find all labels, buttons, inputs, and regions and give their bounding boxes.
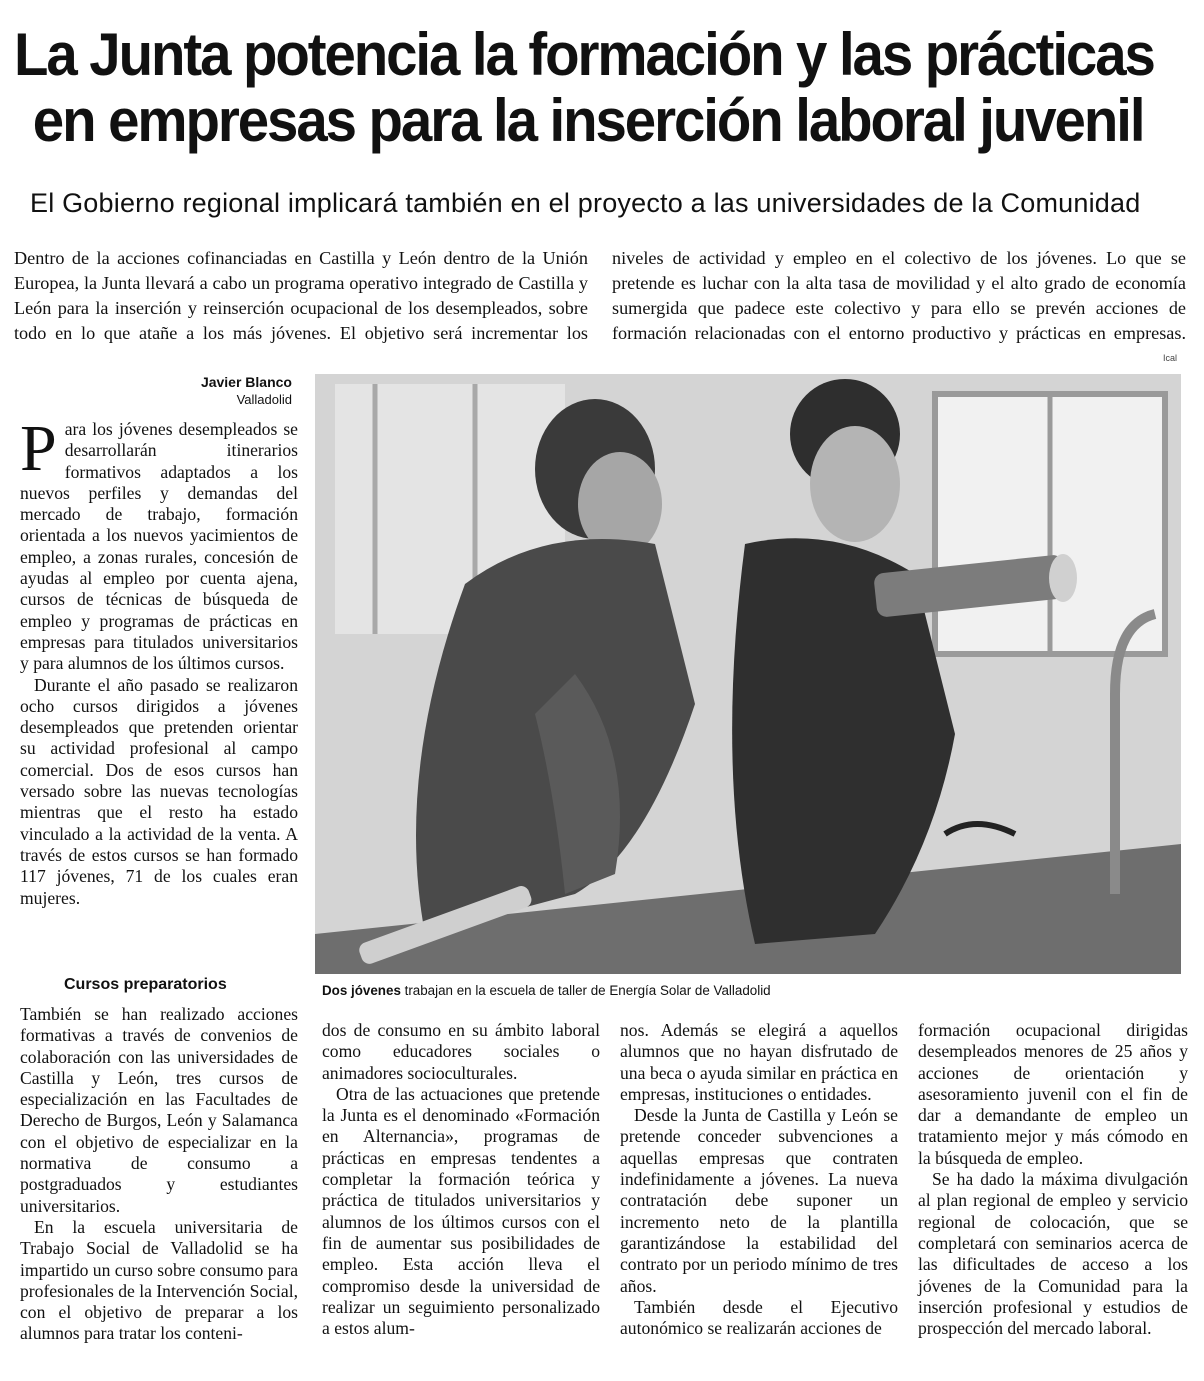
headline-line-2: en empresas para la inserción laboral juvenil (32, 87, 1144, 154)
body-paragraph: Se ha dado la máxima divulgación al plan regional de empleo y servicio regional de colocación, que se completará con seminarios acerca de las dificultades de acceso a los jóvenes de la Comunidad para la inserción profesional y estudios de prospección del mercado laboral. (918, 1169, 1188, 1339)
subheadline: El Gobierno regional implicará también en el proyecto a las universidades de la Comunidad (30, 188, 1141, 218)
dropcap: P (20, 412, 57, 485)
intro-left-column: Dentro de la acciones cofinanciadas en Castilla y León dentro de la Unión Europea, la Junta llevará a cabo un programa operativo integrado de Castilla y León para la inserción y reinserción ocupacional de los desempleados, sobre todo en lo que atañe a los más jóvenes. El objetivo será incrementar los (14, 248, 588, 343)
photo-caption (322, 983, 1192, 998)
caption-text: trabajan en la escuela de taller de Energía Solar de Valladolid (400, 983, 771, 998)
headline-line-1: La Junta potencia la formación y las prácticas (14, 21, 1154, 88)
intro-right-column: niveles de actividad y empleo en el colectivo de los jóvenes. Lo que se pretende es luchar con la alta tasa de movilidad y el alto grado de economía sumergida que padece este colectivo y para ello se prevén acciones de formación relacionadas con el entorno productivo y prácticas en empresas. (612, 248, 1186, 343)
body-paragraph: También se han realizado acciones formativas a través de convenios de colaboración con las universidades de Castilla y León, tres cursos de especialización en las Facultades de Derecho de Burgos, León y Salamanca con el objetivo de especializar en la normativa de consumo a postgraduados y estudiantes universitarios. (20, 1004, 298, 1216)
body-column-4 (918, 1020, 1188, 1339)
body-paragraph: Durante el año pasado se realizaron ocho cursos dirigidos a jóvenes desempleados que pretenden orientar su actividad profesional al campo comercial. Dos de esos cursos han versado sobre las nuevas tecnologías mientras que el resto ha estado vinculado a la actividad de la venta. A través de estos cursos se han formado 117 jóvenes, 71 de los cuales eran mujeres. (20, 674, 298, 908)
body-paragraph: Desde la Junta de Castilla y León se pretende conceder subvenciones a aquellas empresas que contraten indefinidamente a jóvenes. La nueva contratación debe suponer un incremento neto de la plantilla garantizándose la estabilidad del contrato por un periodo mínimo de tres años. (620, 1105, 898, 1296)
article-photo (315, 374, 1181, 974)
byline-author: Javier Blanco (200, 374, 292, 390)
body-paragraph: formación ocupacional dirigidas desempleados menores de 25 años y acciones de orientación y asesoramiento juvenil con el fin de dar a demandante de empleo un tratamiento mejor y más cómodo en la búsqueda de empleo. (918, 1020, 1188, 1168)
caption-lead: Dos jóvenes (322, 983, 401, 998)
body-paragraph (20, 412, 298, 675)
body-column-1-top (20, 412, 298, 909)
body-column-1-bottom (20, 1004, 298, 1345)
byline (100, 373, 292, 408)
photo-credit: Ical (1163, 353, 1178, 363)
body-paragraph: Otra de las actuaciones que pretende la Junta es el denominado «Formación en Alternancia», programas de prácticas en empresas tendentes a completar la formación teórica y práctica de titulados universitarios y alumnos de los últimos cursos con el fin de aumentar sus posibilidades de empleo. Esta acción lleva el compromiso desde la universidad de realizar un seguimiento personalizado a estos alum- (322, 1083, 600, 1339)
section-heading: Cursos preparatorios (64, 976, 227, 993)
photo-illustration (315, 374, 1181, 974)
body-paragraph: dos de consumo en su ámbito laboral como educadores sociales o animadores socioculturales. (322, 1020, 600, 1083)
body-paragraph: En la escuela universitaria de Trabajo Social de Valladolid se ha impartido un curso sobre consumo para profesionales de la Intervención Social, con el objetivo de preparar a los alumnos para tratar los conteni- (20, 1216, 299, 1344)
body-paragraph: También desde el Ejecutivo autonómico se realizarán acciones de (620, 1296, 898, 1339)
body-column-2 (322, 1020, 600, 1339)
paragraph-text: ara los jóvenes desempleados se desarrollarán itinerarios formativos adaptados a los nuevos perfiles y demandas del mercado de trabajo, formación orientada a los nuevos yacimientos de empleo, a zonas rurales, concesión de ayudas al empleo por cuenta ajena, cursos de técnicas de búsqueda de empleo y programas de prácticas en empresas para titulados universitarios y para alumnos de los últimos cursos. (20, 419, 298, 674)
body-paragraph: nos. Además se elegirá a aquellos alumnos que no hayan disfrutado de una beca o ayuda similar en práctica en empresas, instituciones o entidades. (620, 1020, 898, 1104)
byline-location: Valladolid (236, 392, 292, 407)
headline (14, 21, 1154, 154)
body-column-3 (620, 1020, 898, 1339)
